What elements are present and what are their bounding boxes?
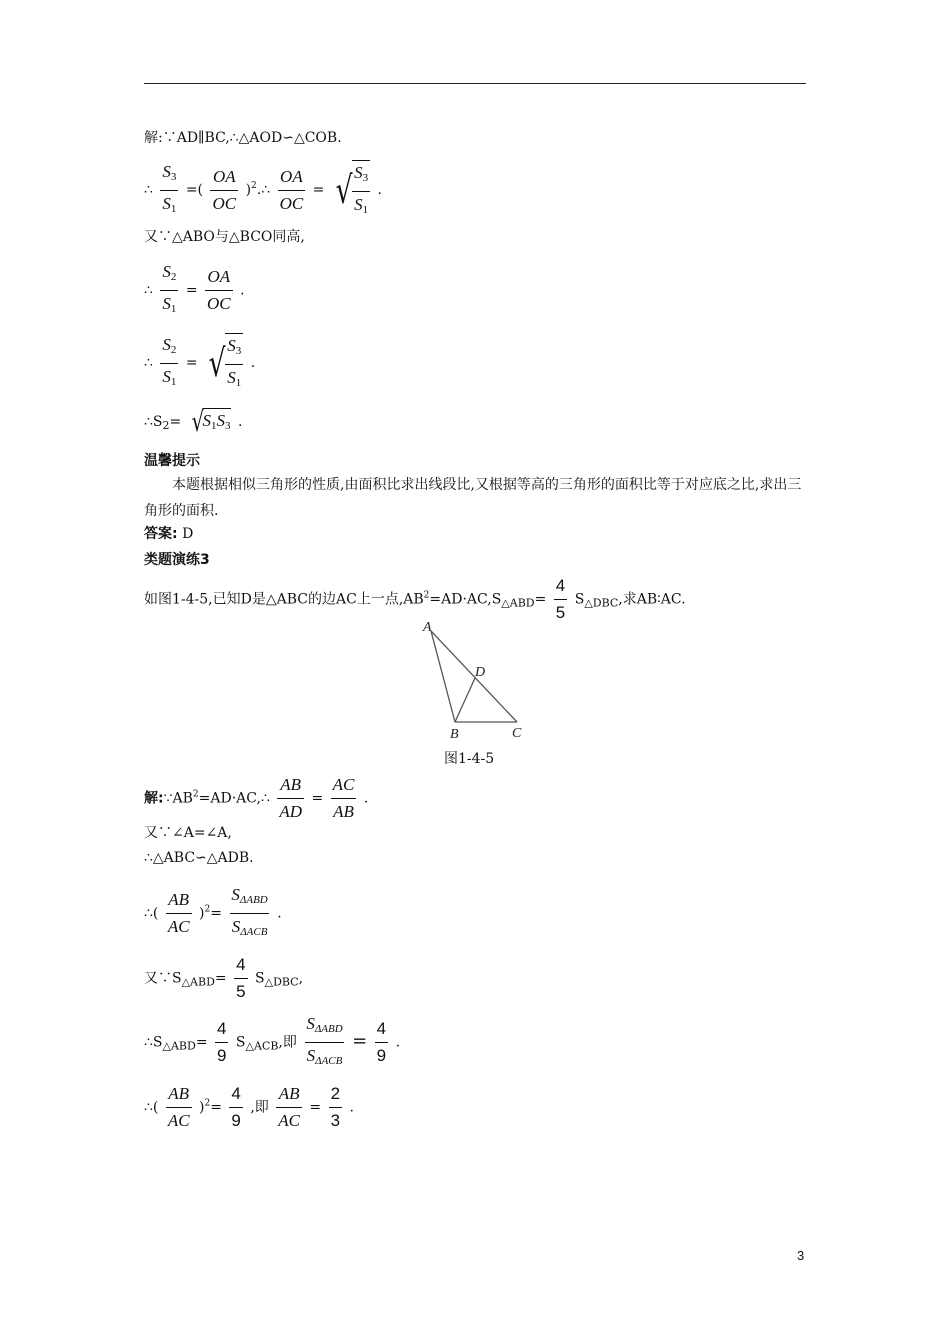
fraction-4-9-b [375, 1019, 388, 1066]
s2-prefix: ∴S [144, 414, 163, 430]
frac-den: 9 [229, 1107, 242, 1131]
solution-line-1 [144, 128, 342, 148]
solution2-line-4 [144, 885, 282, 942]
frac-den-sub: 1 [170, 375, 177, 388]
therefore-paren: ∴( [144, 905, 159, 922]
frac-den: S [227, 368, 236, 387]
answer-value: D [182, 526, 194, 542]
frac-den: S [162, 366, 171, 386]
equals-sign: = [311, 790, 324, 807]
frac-num: AB [278, 1084, 300, 1103]
frac-num: S [162, 334, 171, 354]
frac-num: OA [207, 267, 231, 286]
period: . [240, 282, 245, 299]
solution2-line-5 [144, 955, 303, 1002]
equals-sign: = [312, 182, 325, 198]
frac-den: OC [278, 190, 306, 214]
frac-num-sub: ΔABD [314, 1023, 343, 1035]
radical-icon: √ [335, 168, 353, 212]
fraction-ab-ac [166, 890, 192, 937]
frac-den: 9 [215, 1042, 228, 1066]
frac-num: S [162, 262, 171, 281]
s6-s: S [235, 1034, 246, 1051]
frac-den-sub: ΔACB [240, 926, 268, 938]
frac-den: AC [166, 913, 192, 937]
fraction-s2-s1 [160, 335, 178, 392]
frac-num: OA [280, 166, 303, 186]
equation-line-5 [144, 333, 255, 393]
sqrt-s3-s1 [332, 160, 370, 220]
frac-den: S [354, 195, 363, 214]
sqrt-s1-s3 [189, 405, 231, 438]
figure-caption: 图1-4-5 [444, 751, 495, 767]
close-paren: ) [245, 182, 252, 198]
product-s3: S [216, 411, 226, 430]
frac-den-sub: 1 [170, 202, 177, 215]
s6-prefix: ∴S [144, 1034, 163, 1051]
equals-sign: = [185, 355, 198, 371]
frac-den: S [162, 193, 171, 213]
period: . [250, 355, 256, 371]
fraction-ac-ab [331, 775, 357, 822]
equation-line-6 [144, 405, 243, 438]
close-paren: ) [199, 905, 205, 922]
frac-num: AB [280, 775, 302, 794]
therefore-symbol: ∴ [144, 355, 153, 371]
equals-sign: = [534, 591, 547, 608]
fraction-oa-oc [210, 167, 238, 214]
fraction-s3-s1-inner [225, 336, 243, 393]
frac-den: S [162, 294, 171, 313]
segment-bd [455, 678, 475, 722]
frac-num-sub: ΔABD [239, 894, 268, 906]
equals-sign: = [352, 1030, 368, 1052]
exercise-heading: 类题演练3 [144, 552, 210, 568]
vertex-label-a: A [423, 620, 432, 635]
page-number: 3 [797, 1248, 805, 1263]
frac-num: 4 [236, 955, 246, 974]
tip-heading: 温馨提示 [144, 453, 200, 469]
solution2-line-1 [144, 775, 368, 822]
equation-line-4 [144, 262, 245, 319]
frac-den: OC [205, 290, 233, 314]
fraction-oa-oc-2 [278, 167, 306, 214]
frac-den-sub: 1 [170, 303, 177, 315]
frac-num: S [231, 885, 240, 904]
s5-prefix: 又∵S [144, 970, 182, 987]
frac-den: S [231, 917, 241, 936]
problem-sub-2: △DBC [584, 596, 619, 610]
problem-text-3: ,求AB∶AC. [618, 591, 686, 608]
frac-num: 4 [555, 576, 566, 595]
s5-sub-1: △ABD [181, 975, 215, 989]
tip-text: 本题根据相似三角形的性质,由面积比求出线段比,又根据等高的三角形的面积比等于对应底之比,求出三角形的面积. [144, 477, 802, 519]
comma: , [298, 970, 304, 987]
s6-mid: ,即 [278, 1034, 297, 1051]
frac-den: AC [276, 1107, 302, 1131]
frac-den: 5 [554, 599, 567, 623]
vertex-label-b: B [450, 727, 459, 742]
frac-den-sub: 1 [235, 377, 242, 389]
product-s1: S [202, 411, 212, 430]
s1-text-1: ∵AB [163, 790, 193, 807]
s1-text-2: =AD·AC,∴ [198, 790, 270, 807]
side-ab [431, 631, 455, 722]
equals-sign: = [210, 905, 222, 922]
frac-den: S [306, 1046, 316, 1065]
radical-icon: √ [191, 405, 204, 438]
frac-den: 5 [234, 978, 247, 1002]
solution-line-3 [144, 227, 305, 247]
frac-num: AC [332, 775, 355, 794]
s5-sub-2: △DBC [264, 975, 299, 989]
equals-sign: = [214, 970, 227, 987]
frac-den-sub: 1 [362, 204, 369, 216]
product-s1-sub: 1 [211, 420, 217, 432]
frac-num: S [354, 163, 363, 182]
therefore-symbol: .∴ [256, 182, 271, 198]
fraction-4-5 [234, 955, 247, 1002]
solution2-line-2: 又∵∠A=∠A, [144, 825, 232, 841]
close-paren: ) [199, 1099, 205, 1116]
equals-sign: = [195, 1034, 208, 1051]
therefore-symbol: ∴ [144, 282, 153, 299]
exponent: 2 [251, 181, 257, 191]
s6-sub-2: △ACB [245, 1039, 279, 1053]
product-s3-sub: 3 [225, 420, 231, 432]
frac-num-sub: 3 [170, 170, 177, 183]
therefore-paren: ∴( [144, 1099, 159, 1116]
frac-num: AB [168, 890, 190, 909]
exponent: 2 [423, 590, 430, 601]
problem-sub-1: △ABD [501, 596, 535, 610]
exponent: 2 [204, 1098, 211, 1109]
triangle-figure [420, 618, 530, 742]
frac-den: AC [166, 1107, 192, 1131]
fraction-s2-s1 [160, 262, 178, 319]
frac-num: OA [212, 166, 236, 186]
equals-sign: = [185, 282, 198, 299]
side-ac [431, 631, 517, 722]
period: . [363, 790, 369, 807]
s2-sub: 2 [162, 419, 170, 432]
equals-paren: =( [185, 182, 204, 198]
sqrt-s3-s1 [205, 333, 243, 393]
problem-s: S [574, 591, 585, 608]
equation-line-2 [144, 160, 382, 220]
frac-num: 4 [376, 1019, 387, 1038]
frac-num: 2 [330, 1084, 341, 1103]
s5-s: S [255, 970, 265, 987]
frac-den-sub: ΔACB [315, 1055, 343, 1067]
frac-num-sub: 2 [170, 271, 177, 283]
frac-den: OC [210, 190, 238, 214]
period: . [277, 905, 282, 922]
fraction-4-5 [554, 576, 567, 623]
header-rule [144, 83, 806, 84]
frac-den: AD [277, 798, 304, 822]
frac-num-sub: 3 [362, 172, 369, 184]
problem-statement [144, 576, 686, 623]
equals-sign: = [309, 1099, 322, 1116]
frac-num-sub: 3 [235, 345, 242, 357]
solution2-line-6 [144, 1014, 400, 1071]
fraction-4-9 [215, 1019, 228, 1066]
answer-line [144, 524, 193, 544]
frac-num-sub: 2 [170, 343, 177, 356]
exponent: 2 [192, 789, 199, 800]
fraction-4-9 [229, 1084, 242, 1131]
answer-label: 答案: [144, 526, 178, 542]
equals-sign: = [169, 414, 182, 430]
frac-num: S [227, 336, 236, 355]
frac-den: 3 [329, 1107, 342, 1131]
s6-sub-1: △ABD [162, 1039, 196, 1053]
fraction-oa-oc [205, 267, 233, 314]
period: . [395, 1034, 401, 1051]
vertex-label-c: C [512, 726, 522, 741]
frac-den: 9 [375, 1042, 388, 1066]
problem-text-1: 如图1-4-5,已知D是△ABC的边AC上一点,AB [144, 591, 424, 608]
frac-num: AB [168, 1084, 190, 1103]
period: . [349, 1099, 354, 1116]
problem-text-2: =AD·AC,S [429, 591, 502, 608]
frac-num: S [162, 161, 171, 181]
fraction-2-3 [329, 1084, 342, 1131]
period: . [237, 414, 243, 430]
exponent: 2 [204, 904, 211, 915]
therefore-symbol: ∴ [144, 182, 153, 198]
fraction-s3-s1-inner [352, 163, 370, 220]
fraction-area-ratio [304, 1014, 344, 1071]
solution-line-1-text: 解:∵AD∥BC,∴△AOD∽△COB. [144, 130, 342, 146]
solution2-line-7 [144, 1084, 354, 1131]
frac-num: 4 [217, 1019, 227, 1038]
solution2-line-3: ∴△ABC∽△ADB. [144, 850, 254, 866]
solution-label: 解: [144, 790, 164, 807]
radical-icon: √ [208, 341, 226, 385]
vertex-label-d: D [475, 665, 486, 680]
fraction-ab-ad [277, 775, 304, 822]
fraction-ab-ac-2 [276, 1084, 302, 1131]
fraction-ab-ac [166, 1084, 192, 1131]
frac-den: AB [331, 798, 356, 822]
fraction-area-ratio [229, 885, 269, 942]
equals-sign: = [210, 1099, 222, 1116]
period: . [377, 182, 382, 198]
fraction-s3-s1 [160, 162, 178, 219]
s7-mid: ,即 [250, 1099, 269, 1116]
frac-num: S [306, 1014, 315, 1033]
solution-line-3-text: 又∵△ABO与△BCO同高, [144, 229, 305, 245]
frac-num: 4 [231, 1084, 241, 1103]
